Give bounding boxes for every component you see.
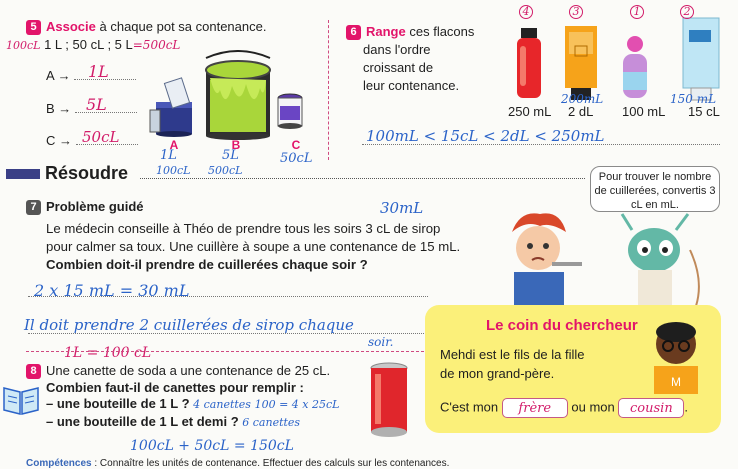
pot-b-ann2: 500cL (208, 164, 243, 177)
flask-red-icon (517, 28, 541, 98)
ex7-answer-2[interactable]: Il doit prendre 2 cuillerées de sirop chaque (24, 316, 354, 334)
ex8-answer-2[interactable]: 6 canettes (242, 415, 301, 429)
flask-label-3: 100 mL (622, 104, 666, 119)
flask-note-4: 150 mL (670, 92, 717, 106)
pot-b-icon (206, 51, 270, 140)
coin-answer-a-box[interactable] (502, 398, 568, 418)
ex6-line-2: dans l'ordre (363, 42, 431, 57)
ex7-number: 7 (26, 200, 41, 215)
pot-a-icon (150, 78, 192, 137)
ex8-calc-1: 100 = 4 x 25cL (254, 398, 340, 411)
ex5-answer-a[interactable]: 1L (88, 62, 109, 81)
ex8-answer-1[interactable]: 4 canettes (193, 398, 251, 411)
ex5-number: 5 (26, 20, 41, 35)
paint-pots-illustration (148, 50, 318, 140)
ex5-title: Associe (46, 19, 96, 34)
ex7-title: Problème guidé (46, 199, 144, 214)
ex6-line-1: ces flacons (409, 24, 475, 39)
ex5-row-label: A → (46, 68, 71, 83)
footer-text: : Connaître les unités de contenance. Effectuer des calculs sur les contenances. (94, 458, 450, 469)
ex6-title: Range (366, 24, 406, 39)
footer-label: Compétences (26, 458, 92, 469)
ex7-text (46, 220, 460, 274)
ex7-line-2: pour calmer sa toux. Une cuillère à soupe a une contenance de 15 mL. (46, 239, 461, 254)
section-bar (6, 169, 40, 179)
soda-can-icon (366, 362, 412, 438)
flask-label-4: 15 cL (688, 104, 720, 119)
ex7-note: 30mL (380, 199, 424, 217)
flask-mark: 4 (519, 5, 533, 19)
ex5-row-label: B → (46, 101, 72, 116)
ex8-dash-separator (26, 351, 424, 352)
ex8-item-1: – une bouteille de 1 L ? (46, 396, 190, 411)
flask-mark: 1 (630, 5, 644, 19)
pot-c-icon (278, 94, 302, 129)
ex8-number: 8 (26, 364, 41, 379)
ex7-answer-1[interactable]: 2 x 15 mL = 30 mL (34, 281, 190, 300)
ex7-line-1: Le médecin conseille à Théo de prendre tous les soirs 3 cL de sirop (46, 221, 441, 236)
pot-c-ann1: 50cL (280, 151, 313, 166)
flask-purple-icon (623, 36, 647, 98)
flask-label-1: 250 mL (508, 104, 552, 119)
pot-letter: C (291, 138, 301, 152)
hint-text: Pour trouver le nombre de cuillerées, convertis 3 cL en mL. (594, 171, 716, 211)
coin-text (440, 345, 585, 383)
ex5-row-label: C → (46, 133, 72, 148)
ex6-line-3: croissant de (363, 60, 434, 75)
coin-line-2: de mon grand-père. (440, 366, 555, 381)
hint-bubble (590, 166, 720, 212)
ex5-note-right: =500cL (132, 38, 181, 52)
ex8-note: 1L = 100 cL (64, 345, 152, 361)
flask-label-2: 2 dL (568, 104, 594, 119)
ex5-instruction: à chaque pot sa contenance. (99, 19, 267, 34)
flask-note-2: 200mL (561, 92, 604, 106)
boy-with-spoon-icon (512, 213, 582, 310)
coin-title: Le coin du chercheur (486, 317, 638, 334)
boy-glasses-icon (640, 318, 710, 394)
section-dotline (140, 178, 585, 179)
flask-blue-icon (683, 18, 719, 100)
pot-letter: B (231, 138, 241, 152)
column-divider (328, 20, 329, 160)
coin-sentence-a: C'est mon (440, 399, 499, 415)
ex8-question: Combien faut-il de canettes pour remplir : (46, 379, 304, 395)
ex5-options: 1 L ; 50 cL ; 5 L (44, 37, 133, 52)
ex5-note-left: 100cL (6, 39, 41, 52)
ex8-calc-2: 100cL + 50cL = 150cL (130, 438, 294, 454)
ex8-item-2: – une bouteille de 1 L et demi ? (46, 413, 239, 429)
ex7-answer-2b[interactable]: soir. (368, 335, 394, 349)
coin-answer-b-box[interactable] (618, 398, 684, 418)
ex5-answer-c[interactable]: 50cL (82, 128, 120, 146)
coin-line-1: Mehdi est le fils de la fille (440, 347, 585, 362)
pot-a-ann2: 100cL (156, 164, 191, 177)
ex6-number: 6 (346, 25, 361, 40)
section-title: Résoudre (45, 163, 129, 183)
pot-c-caption (276, 138, 316, 152)
ex6-header (346, 23, 474, 95)
coin-sentence-b: ou mon (571, 399, 615, 415)
coin-end: . (684, 399, 688, 415)
flask-mark: 3 (569, 5, 583, 19)
coin-answer-row (440, 398, 688, 418)
ex8-header (26, 363, 339, 431)
ex6-line-4: leur contenance. (363, 78, 460, 93)
ex6-answer[interactable]: 100mL < 15cL < 2dL < 250mL (366, 127, 605, 145)
book-icon (2, 382, 40, 416)
ex7-header (26, 199, 144, 215)
alien-character-icon (622, 214, 699, 310)
pot-letter: A (169, 138, 179, 152)
characters-illustration (490, 210, 730, 310)
flask-mark: 2 (680, 5, 694, 19)
ex7-question: Combien doit-il prendre de cuillerées chaque soir ? (46, 257, 368, 272)
ex5-header (26, 19, 266, 35)
ex5-answer-b[interactable]: 5L (86, 95, 107, 114)
coin-answer-b: cousin (630, 401, 673, 416)
flasks-illustration (505, 6, 735, 104)
footer (26, 458, 449, 469)
flask-orange-icon (565, 26, 597, 100)
coin-answer-a: frère (518, 401, 552, 416)
svg-text:M: M (671, 375, 681, 389)
pot-a-ann1: 1L (160, 148, 177, 163)
pot-b-ann1: 5L (222, 148, 239, 163)
ex8-line-1: Une canette de soda a une contenance de 25 cL. (46, 363, 331, 378)
